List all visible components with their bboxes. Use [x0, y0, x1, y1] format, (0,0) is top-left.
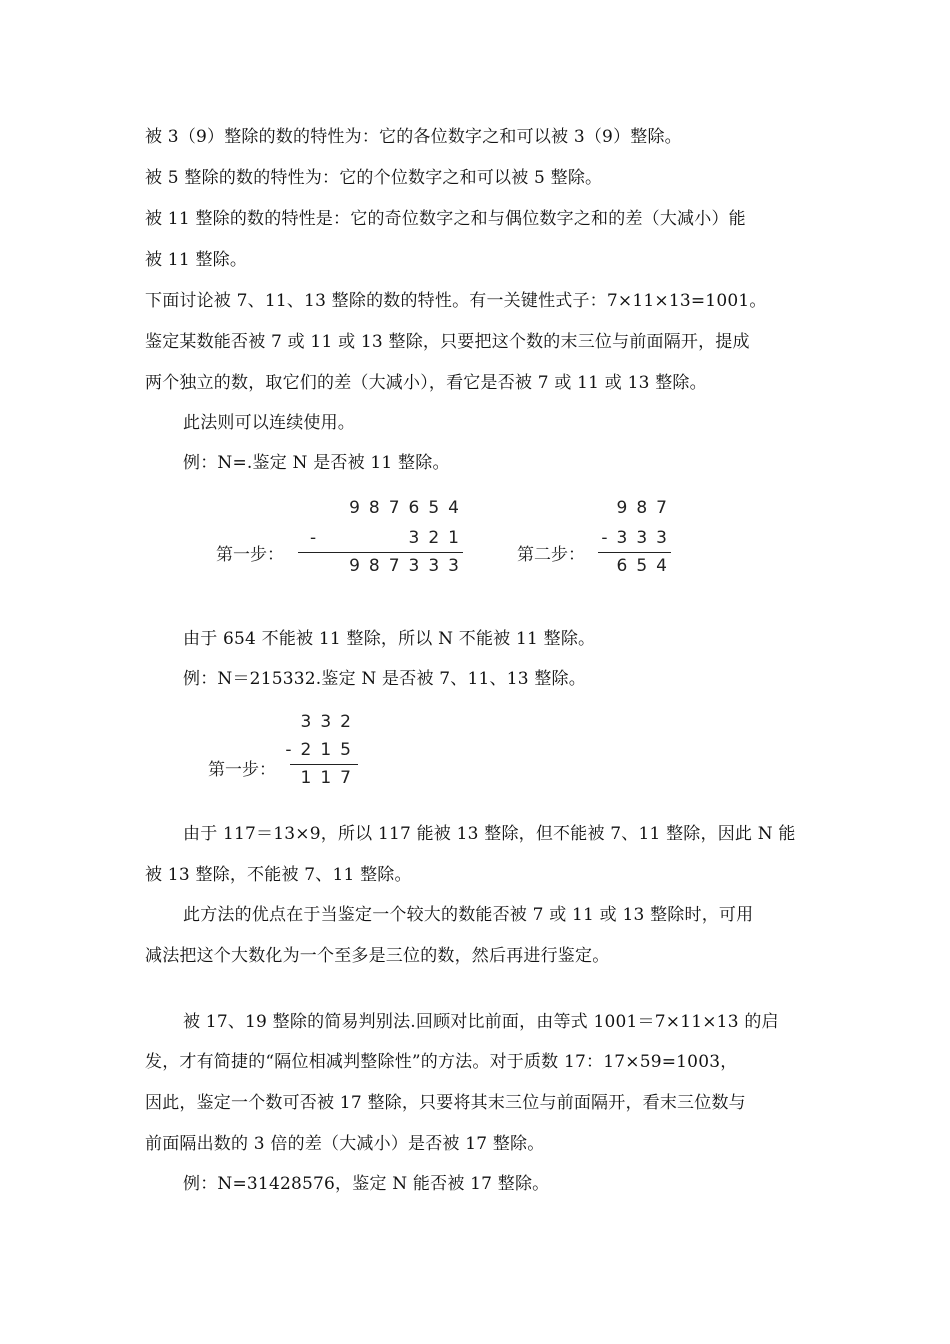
calc2-sub-number: -215 [285, 740, 360, 760]
paragraph-intro-7-11-13: 下面讨论被 7、11、13 整除的数的特性。有一关键性式子：7×11×13=1001。 [145, 291, 767, 311]
paragraph-div-17-19-line3: 因此，鉴定一个数可否被 17 整除，只要将其末三位与前面隔开，看末三位数与 [145, 1093, 746, 1113]
step2-label: 第二步： [517, 545, 585, 565]
step1-result: 987333 [349, 556, 468, 576]
paragraph-result-2-line1: 由于 117＝13×9，所以 117 能被 13 整除，但不能被 7、11 整除，因此 N 能 [183, 824, 796, 844]
calc2-top-number: 332 [300, 712, 360, 732]
paragraph-div-11-line2: 被 11 整除。 [145, 250, 248, 270]
paragraph-div-11-line1: 被 11 整除的数的特性是：它的奇位数字之和与偶位数字之和的差（大减小）能 [145, 209, 746, 229]
paragraph-div-5: 被 5 整除的数的特性为：它的个位数字之和可以被 5 整除。 [145, 168, 603, 188]
calc2-rule [290, 764, 358, 765]
paragraph-div-17-19-line1: 被 17、19 整除的简易判别法.回顾对比前面，由等式 1001＝7×11×13 的启 [183, 1012, 779, 1032]
paragraph-method-line1: 鉴定某数能否被 7 或 11 或 13 整除，只要把这个数的末三位与前面隔开，提成 [145, 332, 750, 352]
step2-result: 654 [616, 556, 676, 576]
step1-label: 第一步： [216, 545, 284, 565]
step2-rule [598, 552, 671, 553]
step2-sub-number: -333 [601, 528, 676, 548]
paragraph-div-3-9: 被 3（9）整除的数的特性为：它的各位数字之和可以被 3（9）整除。 [145, 127, 682, 147]
calc2-step1-label: 第一步： [208, 760, 276, 780]
paragraph-result-1: 由于 654 不能被 11 整除，所以 N 不能被 11 整除。 [183, 629, 596, 649]
step1-sub-number: 321 [408, 528, 468, 548]
calc2-result: 117 [300, 768, 360, 788]
paragraph-method-line2: 两个独立的数，取它们的差（大减小），看它是否被 7 或 11 或 13 整除。 [145, 373, 707, 393]
paragraph-example-2: 例：N＝215332.鉴定 N 是否被 7、11、13 整除。 [183, 669, 586, 689]
step1-top-number: 987654 [349, 498, 468, 518]
paragraph-div-17-19-line2: 发，才有简捷的“隔位相减判整除性”的方法。对于质数 17：17×59=1003， [145, 1052, 738, 1072]
paragraph-div-17-19-line4: 前面隔出数的 3 倍的差（大减小）是否被 17 整除。 [145, 1134, 545, 1154]
paragraph-repeat: 此法则可以连续使用。 [183, 413, 355, 433]
step1-rule [298, 552, 463, 553]
paragraph-advantage-line1: 此方法的优点在于当鉴定一个较大的数能否被 7 或 11 或 13 整除时，可用 [183, 905, 754, 925]
paragraph-example-3: 例：N=31428576，鉴定 N 能否被 17 整除。 [183, 1174, 550, 1194]
step1-minus: - [310, 528, 326, 548]
paragraph-example-1: 例：N=.鉴定 N 是否被 11 整除。 [183, 453, 450, 473]
step2-top-number: 987 [616, 498, 676, 518]
paragraph-result-2-line2: 被 13 整除，不能被 7、11 整除。 [145, 865, 412, 885]
paragraph-advantage-line2: 减法把这个大数化为一个至多是三位的数，然后再进行鉴定。 [145, 946, 610, 966]
